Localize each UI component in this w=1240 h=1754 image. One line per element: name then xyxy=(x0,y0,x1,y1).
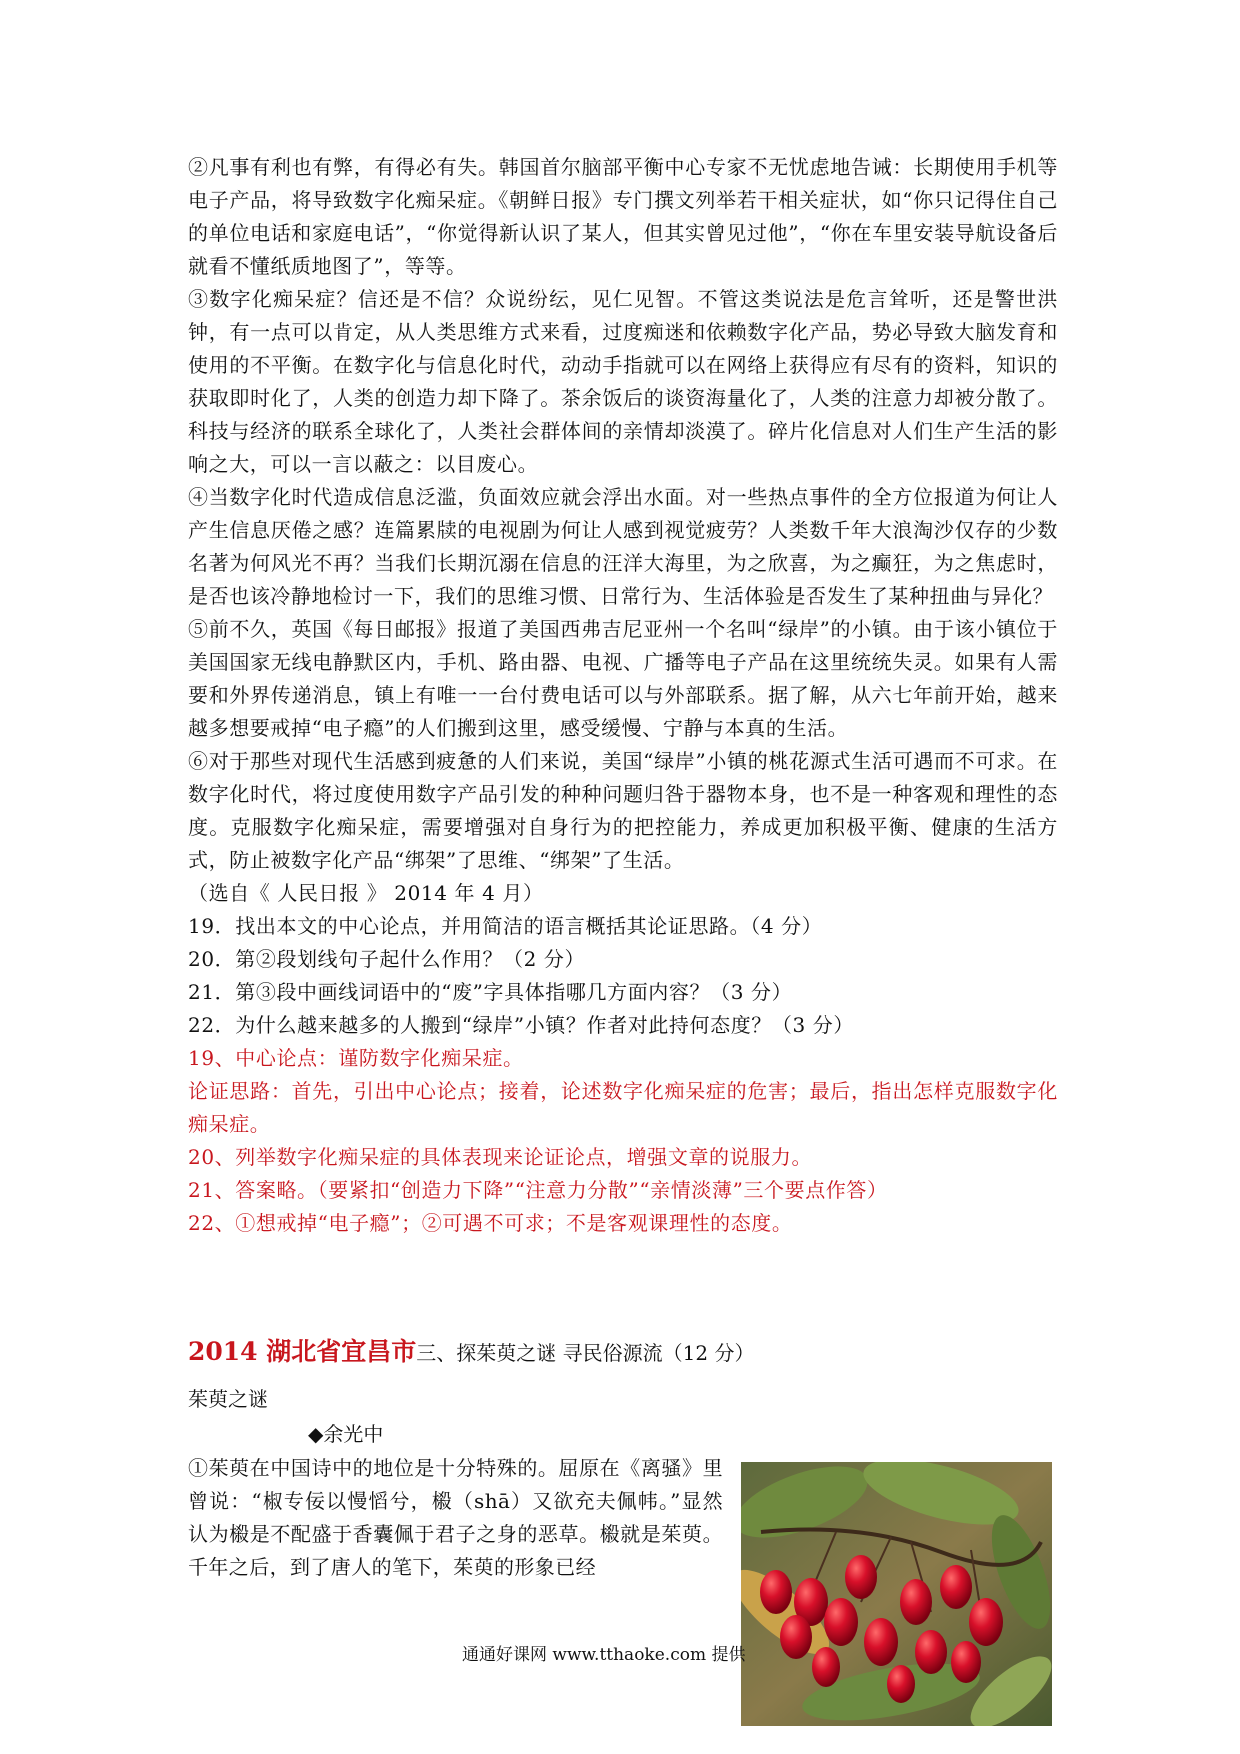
paragraph-2: ②凡事有利也有弊，有得必有失。韩国首尔脑部平衡中心专家不无忧虑地告诫：长期使用手机等电子产品，将导致数字化痴呆症。《朝鲜日报》专门撰文列举若干相关症状，如“你只记得住自己的单位电话和家庭电话”，“你觉得新认识了某人，但其实曾见过他”，“你在车里安装导航设备后就看不懂纸质地图了”，等等。 xyxy=(188,155,1058,278)
questions xyxy=(188,910,1058,1042)
section-paragraph-1 xyxy=(188,1452,723,1584)
answer-21: 21、答案略。（要紧扣“创造力下降”“注意力分散”“亲情淡薄”三个要点作答） xyxy=(188,1178,888,1202)
paragraph-6: ⑥对于那些对现代生活感到疲惫的人们来说，美国“绿岸”小镇的桃花源式生活可遇而不可求。在数字化时代，将过度使用数字产品引发的种种问题归咎于器物本身，也不是一种客观和理性的态度。克服数字化痴呆症，需要增强对自身行为的把控能力，养成更加积极平衡、健康的生活方式，防止被数字化产品“绑架”了思维、“绑架”了生活。 xyxy=(188,749,1058,872)
article-author: ◆余光中 xyxy=(308,1422,384,1446)
paragraph-5: ⑤前不久，英国《每日邮报》报道了美国西弗吉尼亚州一个名叫“绿岸”的小镇。由于该小镇位于美国国家无线电静默区内，手机、路由器、电视、广播等电子产品在这里统统失灵。如果有人需要和外界传递消息，镇上有唯一一台付费电话可以与外部联系。据了解，从六七年前开始，越来越多想要戒掉“电子瘾”的人们搬到这里，感受缓慢、宁静与本真的生活。 xyxy=(188,617,1058,740)
answer-19: 19、中心论点：谨防数字化痴呆症。 xyxy=(188,1046,524,1070)
answer-19-reasoning: 论证思路：首先，引出中心论点；接着，论述数字化痴呆症的危害；最后，指出怎样克服数字化痴呆症。 xyxy=(188,1079,1058,1136)
question-21: 21．第③段中画线词语中的“废”字具体指哪几方面内容？（3 分） xyxy=(188,980,793,1004)
section-heading xyxy=(188,1334,754,1371)
article-title: 茱萸之谜 xyxy=(188,1387,268,1411)
paragraph-3: ③数字化痴呆症？信还是不信？众说纷纭，见仁见智。不管这类说法是危言耸听，还是警世洪钟，有一点可以肯定，从人类思维方式来看，过度痴迷和依赖数字化产品，势必导致大脑发育和使用的不平衡。在数字化与信息化时代，动动手指就可以在网络上获得应有尽有的资料，知识的获取即时化了，人类的创造力却下降了。茶余饭后的谈资海量化了，人类的注意力却被分散了。科技与经济的联系全球化了，人类社会群体间的亲情却淡漠了。碎片化信息对人们生产生活的影响之大，可以一言以蔽之：以目废心。 xyxy=(188,287,1058,476)
question-20: 20．第②段划线句子起什么作用？（2 分） xyxy=(188,947,586,971)
answer-20: 20、列举数字化痴呆症的具体表现来论证论点，增强文章的说服力。 xyxy=(188,1145,813,1169)
section-paragraph-1-text: ①茱萸在中国诗中的地位是十分特殊的。屈原在《离骚》里曾说：“椒专佞以慢慆兮，榝（shā）又欲充夫佩帏。”显然认为榝是不配盛于香囊佩于君子之身的恶草。榝就是茱萸。千年之后，到了唐人的笔下，茱萸的形象已经 xyxy=(188,1456,723,1579)
article-source: （选自《 人民日报 》 2014 年 4 月） xyxy=(188,881,544,905)
section-title: 三、探茱萸之谜 寻民俗源流（12 分） xyxy=(416,1341,755,1365)
answers xyxy=(188,1042,1058,1240)
question-22: 22．为什么越来越多的人搬到“绿岸”小镇？作者对此持何态度？（3 分） xyxy=(188,1013,854,1037)
section-city: 2014 湖北省宜昌市 xyxy=(188,1337,417,1366)
paragraph-4: ④当数字化时代造成信息泛滥，负面效应就会浮出水面。对一些热点事件的全方位报道为何让人产生信息厌倦之感？连篇累牍的电视剧为何让人感到视觉疲劳？人类数千年大浪淘沙仅存的少数名著为何风光不再？当我们长期沉溺在信息的汪洋大海里，为之欣喜，为之癫狂，为之焦虑时，是否也该冷静地检讨一下，我们的思维习惯、日常行为、生活体验是否发生了某种扭曲与异化？ xyxy=(188,485,1058,608)
article-body xyxy=(188,151,1058,1240)
footer-credit: 通通好课网 www.tthaoke.com 提供 xyxy=(462,1645,746,1665)
answer-22: 22、①想戒掉“电子瘾”；②可遇不可求；不是客观课理性的态度。 xyxy=(188,1211,793,1235)
berry-illustration xyxy=(741,1462,1052,1726)
question-19: 19．找出本文的中心论点，并用简洁的语言概括其论证思路。（4 分） xyxy=(188,914,823,938)
cornelian-cherry-photo xyxy=(741,1462,1052,1726)
